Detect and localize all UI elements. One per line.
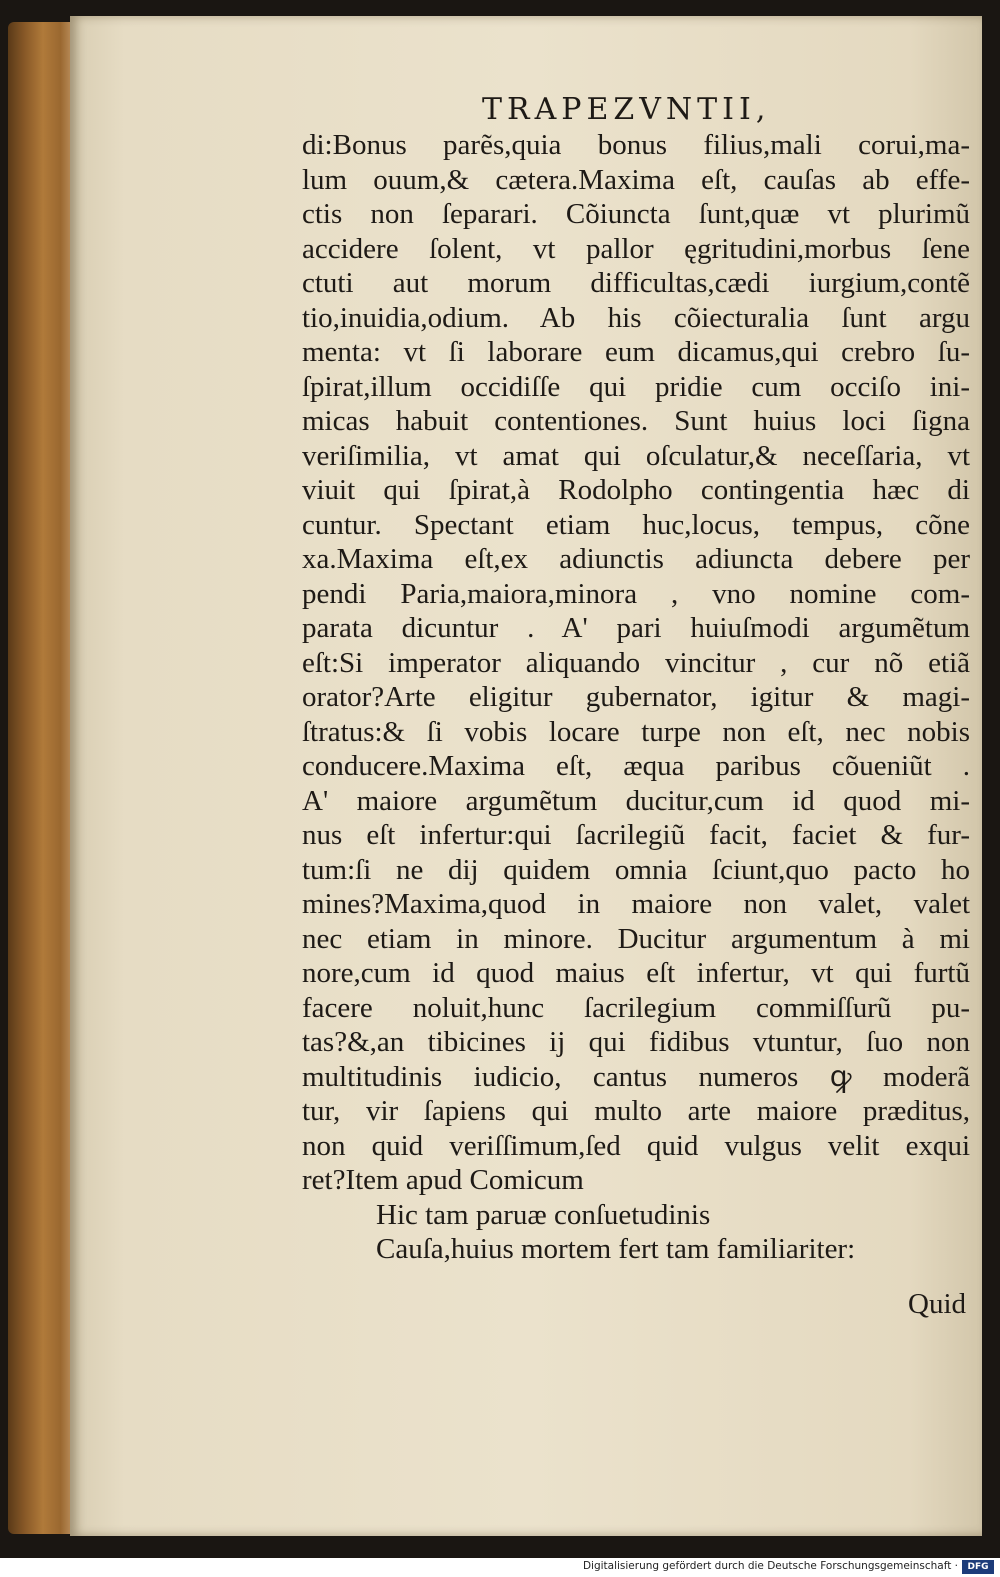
text-line: multitudinis iudicio, cantus numeros ꝙ moderã [302,1060,970,1093]
text-line: conducere.Maxima eſt, æqua paribus cõueniũt . [302,750,970,782]
text-line: cuntur. Spectant etiam huc,locus, tempus, cõne [302,508,970,541]
text-line: micas habuit contentiones. Sunt huius loci ſigna [302,405,970,437]
footer-credit: Digitalisierung gefördert durch die Deutsche Forschungsgemeinschaft · [582,1560,958,1572]
text-line: menta: vt ſi laborare eum dicamus,qui crebro ſu- [302,336,970,368]
catchword: Quid [908,1288,966,1320]
text-line: orator?Arte eligitur gubernator, igitur & magi- [302,681,970,713]
verse-line: Hic tam paruæ conſuetudinis [376,1198,711,1231]
text-line: veriſimilia, vt amat qui oſculatur,& neceſſaria, vt [302,439,970,472]
text-line: pendi Paria,maiora,minora , vno nomine com- [302,577,970,610]
running-title: TRAPEZVNTII, [482,92,771,127]
text-line: tio,inuidia,odium. Ab his cõiecturalia ſunt argu [302,301,970,334]
text-line: lum ouum,& cætera.Maxima eſt, cauſas ab effe- [302,163,970,196]
book-edge [8,22,78,1534]
text-line: ſpirat,illum occidiſſe qui pridie cum occiſo ini- [302,370,970,403]
text-line: nus eſt infertur:qui ſacrilegiũ facit, faciet & fur- [302,819,970,851]
text-line: ctuti aut morum difficultas,cædi iurgium,contẽ [302,267,970,299]
text-line: parata dicuntur . A' pari huiuſmodi argumẽtum [302,612,970,644]
text-line: eſt:Si imperator aliquando vincitur , cur nõ etiã [302,646,970,679]
text-line: nore,cum id quod maius eſt infertur, vt qui furtũ [302,957,970,989]
text-line: non quid veriſſimum,ſed quid vulgus velit exqui [302,1129,970,1162]
text-line: tur, vir ſapiens qui multo arte maiore præditus, [302,1095,970,1127]
text-line: viuit qui ſpirat,à Rodolpho contingentia hæc di [302,474,970,506]
text-line: di:Bonus parẽs,quia bonus filius,mali corui,ma- [302,129,970,161]
text-line: xa.Maxima eſt,ex adiunctis adiuncta debere per [302,543,970,575]
text-line: ret?Item apud Comicum [302,1164,584,1196]
verse-line: Cauſa,huius mortem fert tam familiariter: [376,1233,856,1265]
text-line: ſtratus:& ſi vobis locare turpe non eſt, nec nobis [302,715,970,748]
text-line: nec etiam in minore. Ducitur argumentum à mi [302,922,970,955]
text-line: accidere ſolent, vt pallor ęgritudini,morbus ſene [302,232,970,265]
text-line: mines?Maxima,quod in maiore non valet, valet [302,888,970,920]
body-text [302,128,970,1267]
text-line: facere noluit,hunc ſacrilegium commiſſurũ pu- [302,991,970,1024]
text-line: tas?&,an tibicines ij qui fidibus vtuntur, ſuo non [302,1026,970,1058]
text-line: tum:ſi ne dij quidem omnia ſciunt,quo pacto ho [302,853,970,886]
dfg-logo: DFG [962,1560,994,1574]
text-line: ctis non ſeparari. Cõiuncta ſunt,quæ vt plurimũ [302,198,970,230]
text-line: A' maiore argumẽtum ducitur,cum id quod mi- [302,784,970,817]
